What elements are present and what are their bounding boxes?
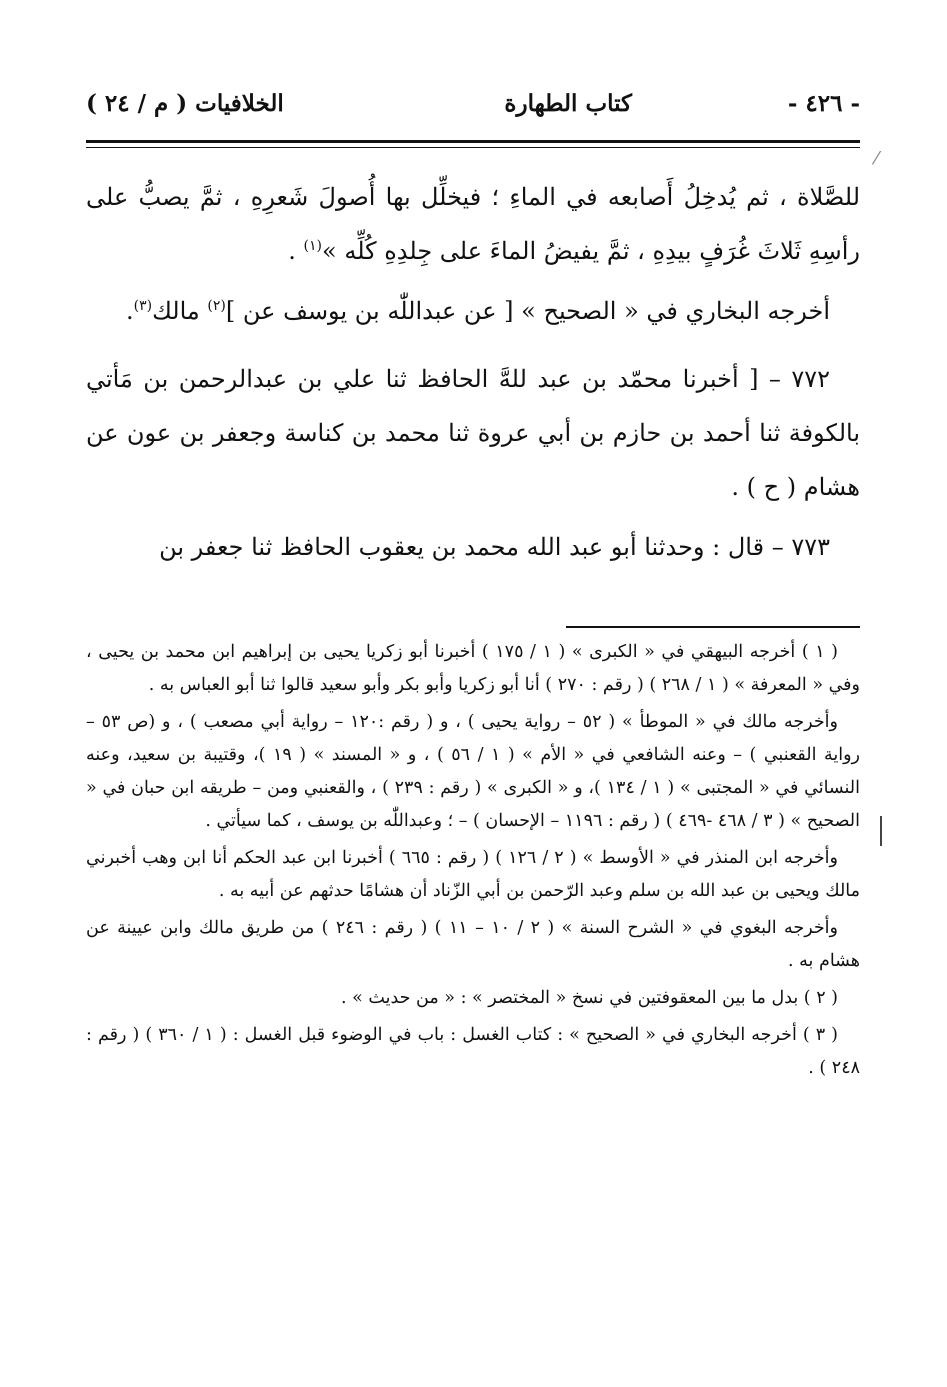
- footnote-3: ( ٣ ) أخرجه البخاري في « الصحيح » : كتاب الغسل : باب في الوضوء قبل الغسل : ( ١ / ٣٦٠ ) ( رقم : ٢٤٨ ) .: [86, 1025, 860, 1078]
- paragraph-hadith-773: ٧٧٣ – قال : وحدثنا أبو عبد الله محمد بن يعقوب الحافظ ثنا جعفر بن: [159, 533, 830, 561]
- volume-title: الخلافيات ( م / ٢٤ ): [86, 90, 284, 117]
- footnotes: [86, 636, 860, 1089]
- footnote-1: ( ١ ) أخرجه البيهقي في « الكبرى » ( ١ / ١٧٥ ) أخبرنا أبو زكريا يحيى بن إبراهيم ابن محمد بن يحيى ، وفي « المعرفة » ( ١ / ٢٦٨ ) ( رقم : ٢٧٠ ) أنا أبو زكريا وأبو بكر وأبو سعيد قالوا ثنا أبو العباس به .: [86, 642, 860, 695]
- running-header: [86, 84, 860, 128]
- header-rule-thick: [86, 140, 860, 143]
- footnote-ref-1: (١): [303, 238, 323, 254]
- main-text: [86, 170, 860, 580]
- footnote-ref-3: (٣): [133, 298, 153, 314]
- book-title: كتاب الطهارة: [504, 90, 632, 117]
- footnote-1-cont-a: وأخرجه مالك في « الموطأ » ( ٥٢ – رواية يحيى ) ، و ( رقم :١٢٠ – رواية أبي مصعب ) ، و (ص ٥٣ – رواية القعنبي ) – وعنه الشافعي في « الأم » ( ١ / ٥٦ ) ، و « المسند » ( ١٩ )، وقتيبة بن سعيد، وعنه النسائي في « المجتبى » ( ١ / ١٣٤ )، و « الكبرى » ( رقم : ٢٣٩ ) ، والقعنبي ومن – طريقه ابن حبان في « الصحيح » ( ٣ / ٤٦٨ -٤٦٩ ) ( رقم : ١١٩٦ – الإحسان ) – ؛ وعبداللّٰه بن يوسف ، كما سيأتي .: [86, 712, 860, 831]
- footnote-1-cont-c: وأخرجه البغوي في « الشرح السنة » ( ٢ / ١٠ – ١١ ) ( رقم : ٢٤٦ ) من طريق مالك وابن عيينة عن هشام به .: [86, 918, 860, 971]
- margin-bar: [880, 816, 882, 846]
- footnote-separator: [566, 626, 860, 628]
- paragraph-takhrij: أخرجه البخاري في « الصحيح » [ عن عبداللّٰه بن يوسف عن ]$^{(٢)}$ مالك$^{(٣)}$.: [125, 297, 830, 325]
- footnote-1-cont-b: وأخرجه ابن المنذر في « الأوسط » ( ٢ / ١٢٦ ) ( رقم : ٦٦٥ ) أخبرنا ابن عبد الحكم أنا ابن وهب أخبرني مالك ويحيى بن عبد الله بن سلم وعبد الرّحمن بن أبي الزّناد أن هشامًا حدثهم عن أبيه به .: [86, 848, 860, 901]
- margin-mark: ⁄: [875, 148, 879, 169]
- footnote-ref-2: (٢): [207, 298, 226, 314]
- footnote-2: ( ٢ ) بدل ما بين المعقوفتين في نسخ « المختصر » : « من حديث » .: [341, 988, 838, 1008]
- paragraph-hadith-end: للصَّلاة ، ثم يُدخِلُ أَصابعه في الماءِ ؛ فيخلِّل بها أُصولَ شَعرِهِ ، ثمَّ يصبُّ على رأسِهِ ثَلاثَ غُرَفٍ بيدِهِ ، ثمَّ يفيضُ الماءَ على جِلدِهِ كُلِّه »$^{(١)}$ .: [86, 183, 860, 265]
- header-rule-thin: [86, 147, 860, 148]
- page-number: - ٤٢٦ -: [787, 90, 860, 117]
- book-page: [86, 84, 860, 1078]
- paragraph-hadith-772: ٧٧٢ – [ أخبرنا محمّد بن عبد للهَّ الحافظ ثنا علي بن عبدالرحمن بن مَأتي بالكوفة ثنا أحمد بن حازم بن أبي عروة ثنا محمد بن كناسة وجعفر بن عون عن هشام ( ح ) .: [86, 365, 860, 501]
